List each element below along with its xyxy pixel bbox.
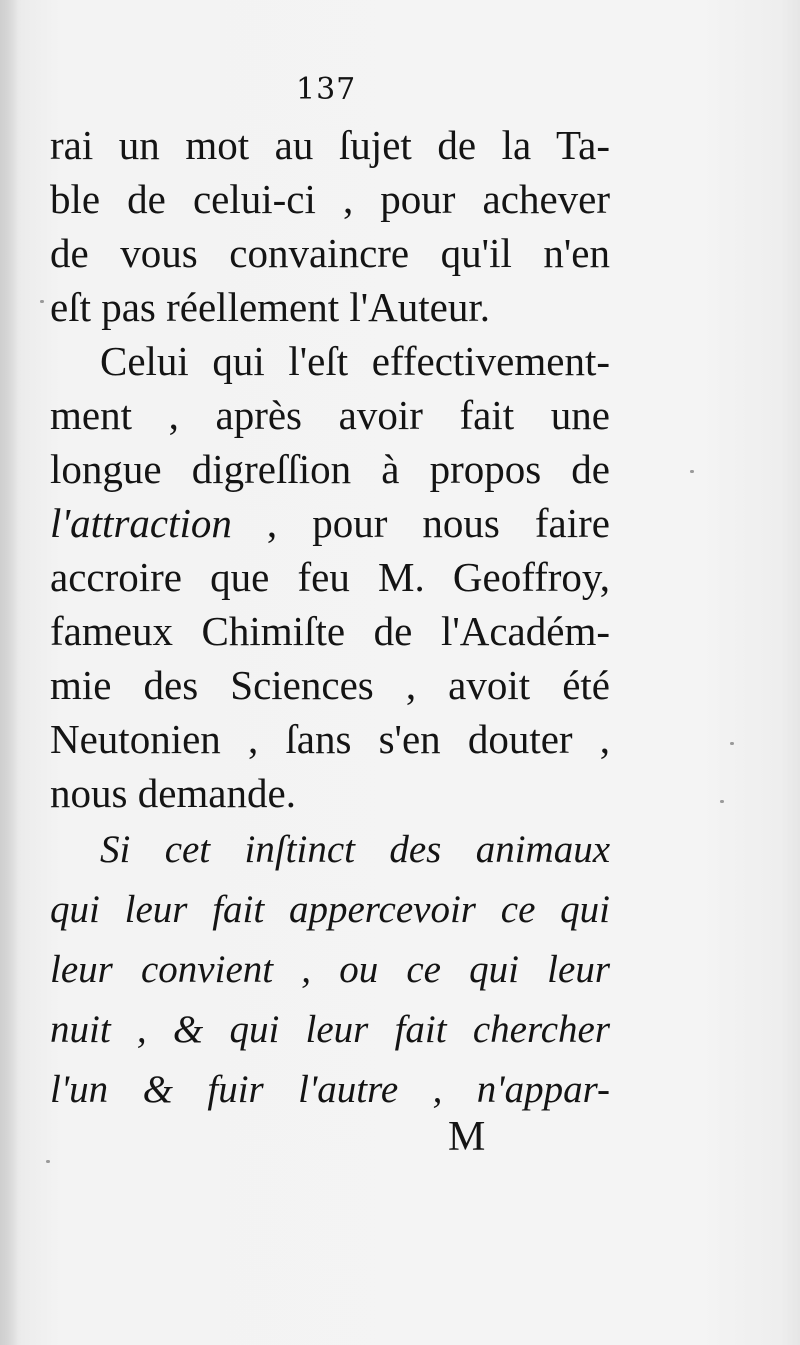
quote-line: Si cet inſtinct des animaux xyxy=(100,828,610,871)
paper-speck xyxy=(730,742,734,745)
text-line: rai un mot au ſujet de la Ta- xyxy=(50,122,610,168)
text-line: ment , après avoir fait une xyxy=(50,392,610,438)
text-line: Celui qui l'eſt effectivement- xyxy=(100,338,610,384)
text-line: Neutonien , ſans s'en douter , xyxy=(50,716,610,762)
text-line: fameux Chimiſte de l'Académ- xyxy=(50,608,610,654)
paper-speck xyxy=(720,800,724,803)
text-line: eſt pas réellement l'Auteur. xyxy=(50,284,491,330)
quote-line: leur convient , ou ce qui leur xyxy=(50,948,610,991)
italic-term: l'attraction xyxy=(50,500,232,546)
paper-speck xyxy=(690,470,694,473)
quote-line: nuit , & qui leur fait chercher xyxy=(50,1008,610,1051)
text-line: longue digreſſion à propos de xyxy=(50,446,610,492)
text-line: accroire que feu M. Geoffroy, xyxy=(50,554,610,600)
catchword: M xyxy=(448,1114,486,1160)
page-number: 137 xyxy=(296,72,357,107)
page-edge-shadow xyxy=(0,0,18,1345)
text-line: ble de celui-ci , pour achever xyxy=(50,176,610,222)
quote-line: l'un & fuir l'autre , n'appar- xyxy=(50,1068,610,1111)
text-block xyxy=(50,118,610,1120)
text-line-italic-start: l'attraction , pour nous faire xyxy=(50,500,610,546)
text-line: de vous convaincre qu'il n'en xyxy=(50,230,610,276)
paper-speck xyxy=(46,1160,50,1163)
text-line: nous demande. xyxy=(50,770,296,816)
paper-speck xyxy=(40,300,44,303)
quote-line: qui leur fait appercevoir ce qui xyxy=(50,888,610,931)
text-line: mie des Sciences , avoit été xyxy=(50,662,610,708)
